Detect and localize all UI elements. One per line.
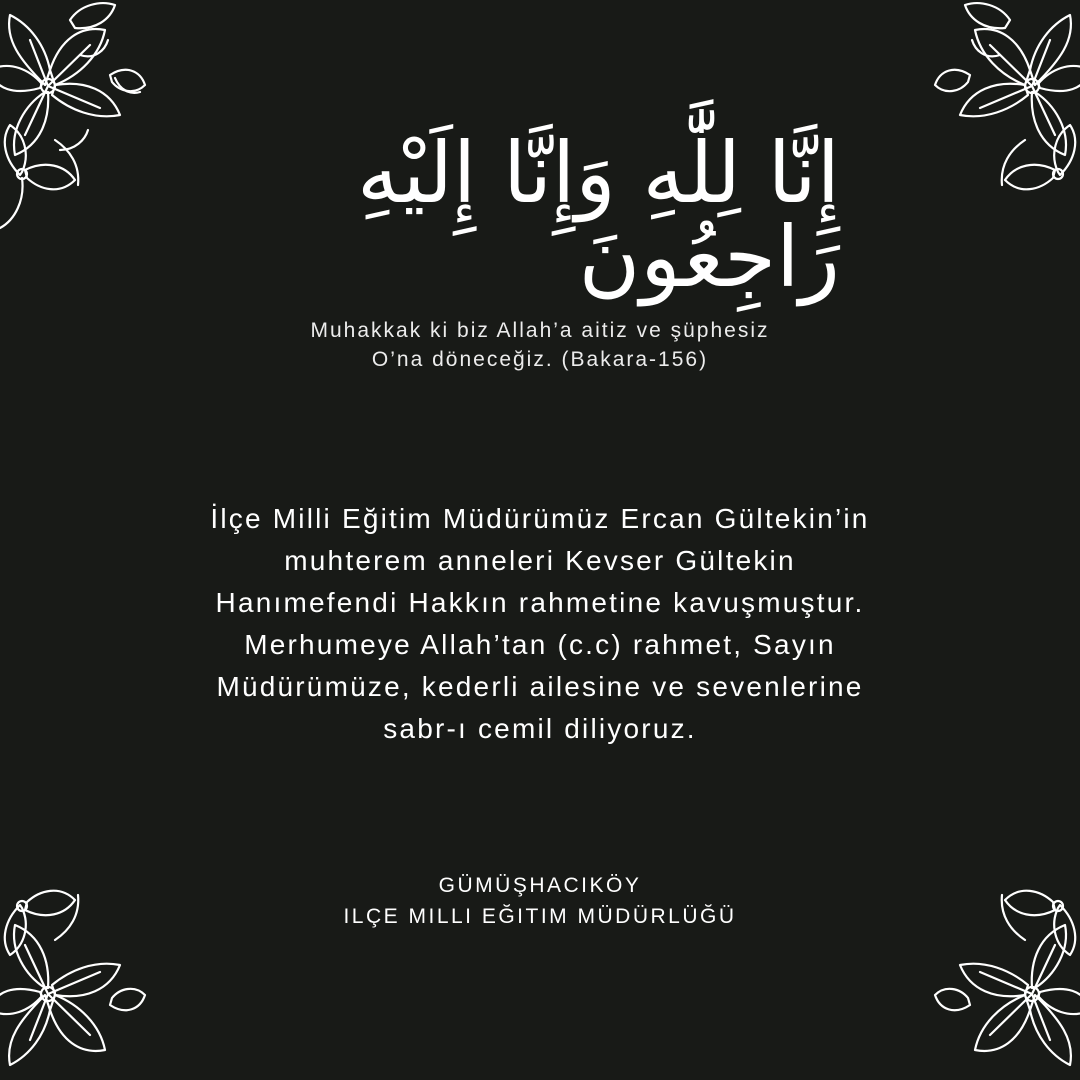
floral-corner-top-right-icon: [910, 0, 1080, 250]
condolence-message: [90, 498, 990, 750]
floral-corner-bottom-left-icon: [0, 830, 170, 1080]
floral-corner-top-left-icon: [0, 0, 170, 250]
message-line: Hanımefendi Hakkın rahmetine kavuşmuştur.: [215, 587, 865, 618]
message-line: Müdürümüze, kederli ailesine ve sevenlerine: [216, 671, 864, 702]
signature-block: [190, 870, 890, 932]
arabic-calligraphy: [240, 124, 840, 306]
calligraphy-text: إِنَّا لِلَّٰهِ وَإِنَّا إِلَيْهِ رَاجِعُونَ: [356, 124, 840, 306]
verse-translation: [140, 316, 940, 374]
signature-line-2: ILÇE MILLI EĞITIM MÜDÜRLÜĞÜ: [343, 905, 737, 928]
verse-line-2: O’na döneceğiz. (Bakara-156): [371, 348, 709, 371]
message-line: sabr-ı cemil diliyoruz.: [383, 713, 697, 744]
signature-line-1: GÜMÜŞHACIKÖY: [438, 874, 642, 897]
message-line: İlçe Milli Eğitim Müdürümüz Ercan Gültekin’in: [210, 503, 870, 534]
verse-line-1: Muhakkak ki biz Allah’a aitiz ve şüphesiz: [310, 319, 770, 342]
message-line: muhterem anneleri Kevser Gültekin: [284, 545, 796, 576]
floral-corner-bottom-right-icon: [910, 830, 1080, 1080]
message-line: Merhumeye Allah’tan (c.c) rahmet, Sayın: [244, 629, 836, 660]
